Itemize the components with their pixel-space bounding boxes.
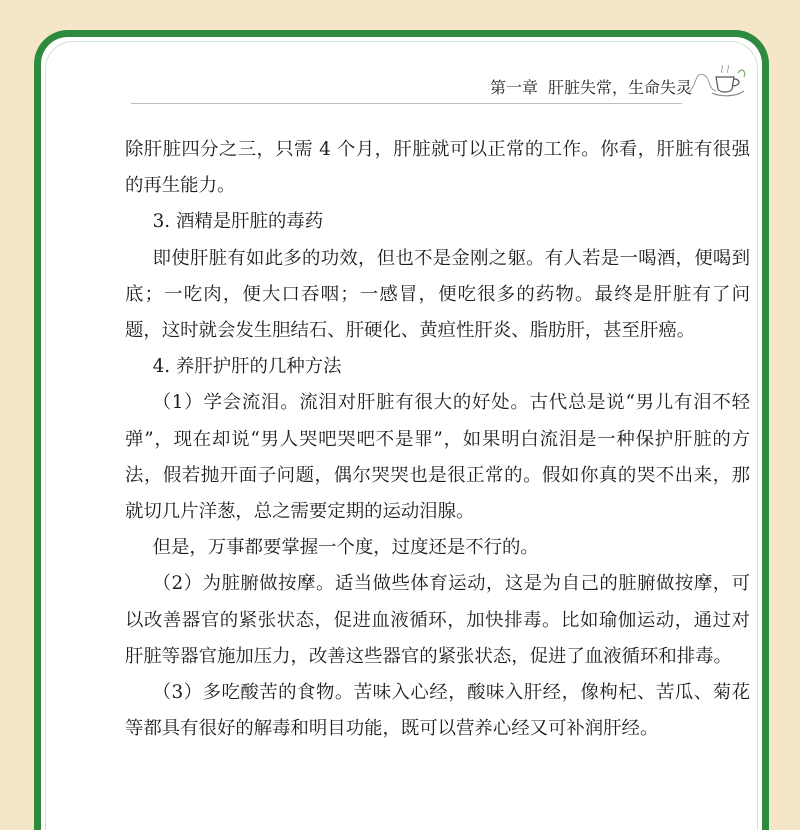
chapter-number: 第一章 <box>489 78 538 97</box>
header-divider <box>131 103 682 104</box>
teacup-icon <box>686 63 748 101</box>
paragraph: （2）为脏腑做按摩。适当做些体育运动，这是为自己的脏腑做按摩，可以改善器官的紧张状态，促进血液循环，加快排毒。比如瑜伽运动，通过对肝脏等器官施加压力，改善这些器官的紧张状态，促进了血液循环和排毒。 <box>125 573 750 667</box>
paragraph: 即使肝脏有如此多的功效，但也不是金刚之躯。有人若是一喝酒，便喝到底；一吃肉，便大口吞咽；一感冒，便吃很多的药物。最终是肝脏有了问题，这时就会发生胆结石、肝硬化、黄疸性肝炎、脂肪肝，甚至肝癌。 <box>125 247 750 342</box>
chapter-title: 肝脏失常，生命失灵 <box>547 78 692 97</box>
paragraph: （1）学会流泪。流泪对肝脏有很大的好处。古代总是说“男儿有泪不轻弹”，现在却说“男人哭吧哭吧不是罪”，如果明白流泪是一种保护肝脏的方法，假若抛开面子问题，偶尔哭哭也是很正常的。假如你真的哭不出来，那就切几片洋葱，总之需要定期的运动泪腺。 <box>125 392 750 523</box>
body-text <box>125 132 750 747</box>
section-heading: 3. 酒精是肝脏的毒药 <box>152 211 324 233</box>
paragraph: （3）多吃酸苦的食物。苦味入心经，酸味入肝经，像枸杞、苦瓜、菊花等都具有很好的解毒和明目功能，既可以营养心经又可补润肝经。 <box>125 682 750 740</box>
page-frame <box>34 30 769 830</box>
running-header <box>490 75 692 98</box>
section-heading: 4. 养肝护肝的几种方法 <box>152 356 342 378</box>
paragraph: 除肝脏四分之三，只需 4 个月，肝脏就可以正常的工作。你看，肝脏有很强的再生能力。 <box>125 139 750 197</box>
paragraph: 但是，万事都要掌握一个度，过度还是不行的。 <box>152 537 539 559</box>
